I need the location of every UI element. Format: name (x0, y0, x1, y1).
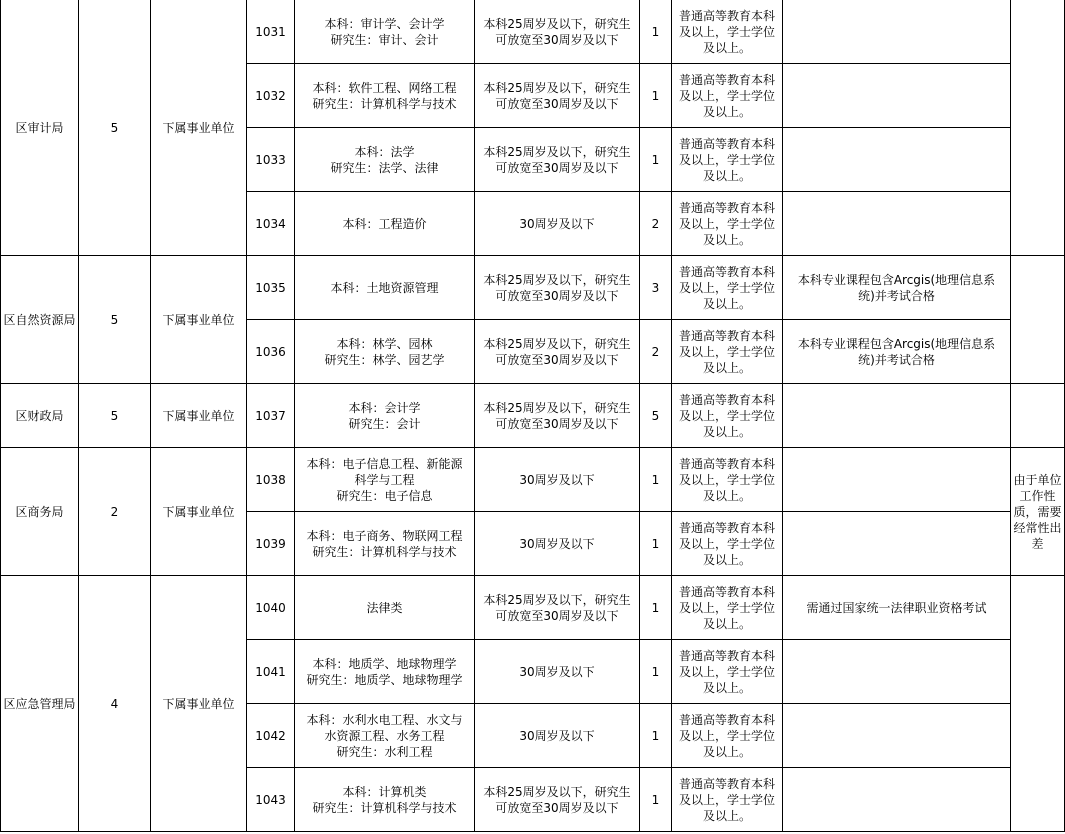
major-cell (295, 256, 475, 320)
hire-count-cell: 3 (640, 256, 672, 320)
age-cell-line: 30周岁及以下 (519, 664, 595, 679)
position-code-cell: 1043 (247, 768, 295, 832)
hire-count-cell: 1 (640, 128, 672, 192)
education-cell-line: 普通高等教育本科 (678, 392, 775, 407)
age-cell (475, 64, 640, 128)
table-body (1, 0, 1065, 832)
age-cell (475, 576, 640, 640)
education-cell-line: 及以上，学士学位 (678, 152, 775, 167)
education-cell-line: 普通高等教育本科 (678, 776, 775, 791)
major-cell-line: 本科：地质学、地球物理学 (312, 656, 457, 671)
other-requirements-cell-line: 需通过国家统一法律职业资格考试 (806, 600, 987, 615)
unit-cell: 下属事业单位 (151, 0, 247, 256)
education-cell-line: 及以上。 (702, 744, 751, 759)
department-cell: 区财政局 (1, 384, 79, 448)
education-cell-line: 及以上，学士学位 (678, 408, 775, 423)
other-requirements-cell (783, 768, 1011, 832)
remark-cell (1011, 256, 1065, 384)
education-cell (672, 576, 783, 640)
major-cell-line: 科学与工程 (354, 472, 415, 487)
education-cell-line: 普通高等教育本科 (678, 584, 775, 599)
major-cell-line: 本科：电子信息工程、新能源 (306, 456, 463, 471)
education-cell-line: 及以上，学士学位 (678, 344, 775, 359)
position-code-cell: 1038 (247, 448, 295, 512)
hire-count-cell: 1 (640, 640, 672, 704)
education-cell-line: 普通高等教育本科 (678, 72, 775, 87)
remark-cell: 由于单位工作性质，需要经常性出差 (1011, 448, 1065, 576)
age-cell-line: 可放宽至30周岁及以下 (495, 800, 619, 815)
age-cell-line: 可放宽至30周岁及以下 (495, 160, 619, 175)
major-cell (295, 768, 475, 832)
position-code-cell: 1031 (247, 0, 295, 64)
major-cell-line: 本科：计算机类 (342, 784, 427, 799)
other-requirements-cell (783, 128, 1011, 192)
age-cell-line: 本科25周岁及以下，研究生 (483, 592, 631, 607)
major-cell (295, 512, 475, 576)
education-cell-line: 及以上。 (702, 680, 751, 695)
age-cell-line: 30周岁及以下 (519, 216, 595, 231)
major-cell-line: 本科：电子商务、物联网工程 (306, 528, 463, 543)
hire-count-cell: 1 (640, 64, 672, 128)
department-cell: 区审计局 (1, 0, 79, 256)
education-cell (672, 192, 783, 256)
department-cell: 区自然资源局 (1, 256, 79, 384)
major-cell-line: 研究生：计算机科学与技术 (312, 96, 457, 111)
education-cell-line: 及以上，学士学位 (678, 600, 775, 615)
major-cell (295, 640, 475, 704)
major-cell-line: 研究生：计算机科学与技术 (312, 544, 457, 559)
major-cell-line: 本科：林学、园林 (336, 336, 433, 351)
age-cell (475, 448, 640, 512)
other-requirements-cell (783, 256, 1011, 320)
education-cell-line: 及以上。 (702, 104, 751, 119)
age-cell-line: 30周岁及以下 (519, 536, 595, 551)
department-cell: 区商务局 (1, 448, 79, 576)
table-row (1, 448, 1065, 512)
table-row (1, 256, 1065, 320)
education-cell (672, 64, 783, 128)
education-cell-line: 及以上，学士学位 (678, 536, 775, 551)
hire-count-cell: 1 (640, 576, 672, 640)
major-cell-line: 水资源工程、水务工程 (324, 728, 445, 743)
education-cell-line: 及以上。 (702, 168, 751, 183)
table-row (1, 576, 1065, 640)
age-cell-line: 可放宽至30周岁及以下 (495, 352, 619, 367)
major-cell-line: 本科：会计学 (348, 400, 421, 415)
position-code-cell: 1035 (247, 256, 295, 320)
major-cell (295, 128, 475, 192)
education-cell-line: 普通高等教育本科 (678, 520, 775, 535)
major-cell-line: 研究生：计算机科学与技术 (312, 800, 457, 815)
education-cell-line: 及以上，学士学位 (678, 664, 775, 679)
education-cell-line: 普通高等教育本科 (678, 200, 775, 215)
other-requirements-cell (783, 384, 1011, 448)
age-cell (475, 256, 640, 320)
education-cell-line: 及以上。 (702, 616, 751, 631)
education-cell (672, 320, 783, 384)
other-requirements-cell-line: 统)并考试合格 (858, 288, 935, 303)
major-cell-line: 本科：土地资源管理 (330, 280, 439, 295)
hire-count-cell: 1 (640, 768, 672, 832)
education-cell-line: 及以上。 (702, 232, 751, 247)
position-code-cell: 1041 (247, 640, 295, 704)
age-cell-line: 本科25周岁及以下，研究生 (483, 400, 631, 415)
hire-count-cell: 1 (640, 512, 672, 576)
education-cell-line: 及以上。 (702, 424, 751, 439)
total-count-cell: 4 (79, 576, 151, 832)
age-cell-line: 可放宽至30周岁及以下 (495, 288, 619, 303)
hire-count-cell: 5 (640, 384, 672, 448)
other-requirements-cell (783, 192, 1011, 256)
age-cell (475, 704, 640, 768)
major-cell-line: 研究生：会计 (348, 416, 421, 431)
education-cell-line: 普通高等教育本科 (678, 136, 775, 151)
age-cell-line: 可放宽至30周岁及以下 (495, 32, 619, 47)
major-cell-line: 本科：水利水电工程、水文与 (306, 712, 463, 727)
hire-count-cell: 1 (640, 0, 672, 64)
education-cell-line: 普通高等教育本科 (678, 456, 775, 471)
education-cell-line: 及以上，学士学位 (678, 24, 775, 39)
education-cell-line: 普通高等教育本科 (678, 648, 775, 663)
department-cell: 区应急管理局 (1, 576, 79, 832)
education-cell (672, 0, 783, 64)
major-cell-line: 研究生：水利工程 (336, 744, 433, 759)
hire-count-cell: 2 (640, 320, 672, 384)
education-cell-line: 及以上。 (702, 552, 751, 567)
education-cell (672, 704, 783, 768)
education-cell-line: 及以上。 (702, 296, 751, 311)
other-requirements-cell (783, 512, 1011, 576)
position-code-cell: 1032 (247, 64, 295, 128)
education-cell-line: 普通高等教育本科 (678, 264, 775, 279)
major-cell-line: 本科：审计学、会计学 (324, 16, 445, 31)
education-cell (672, 256, 783, 320)
education-cell (672, 128, 783, 192)
age-cell-line: 可放宽至30周岁及以下 (495, 96, 619, 111)
unit-cell: 下属事业单位 (151, 576, 247, 832)
major-cell (295, 64, 475, 128)
major-cell (295, 0, 475, 64)
other-requirements-cell (783, 704, 1011, 768)
major-cell-line: 研究生：电子信息 (336, 488, 433, 503)
education-cell-line: 及以上，学士学位 (678, 280, 775, 295)
education-cell-line: 及以上，学士学位 (678, 216, 775, 231)
total-count-cell: 5 (79, 0, 151, 256)
age-cell-line: 本科25周岁及以下，研究生 (483, 80, 631, 95)
age-cell (475, 768, 640, 832)
other-requirements-cell (783, 576, 1011, 640)
education-cell-line: 及以上，学士学位 (678, 792, 775, 807)
age-cell-line: 本科25周岁及以下，研究生 (483, 144, 631, 159)
unit-cell: 下属事业单位 (151, 256, 247, 384)
major-cell-line: 法律类 (366, 600, 403, 615)
other-requirements-cell (783, 320, 1011, 384)
position-code-cell: 1036 (247, 320, 295, 384)
age-cell (475, 640, 640, 704)
hire-count-cell: 1 (640, 704, 672, 768)
age-cell-line: 本科25周岁及以下，研究生 (483, 336, 631, 351)
age-cell (475, 512, 640, 576)
education-cell (672, 768, 783, 832)
education-cell-line: 普通高等教育本科 (678, 328, 775, 343)
major-cell (295, 704, 475, 768)
age-cell-line: 本科25周岁及以下，研究生 (483, 16, 631, 31)
age-cell (475, 128, 640, 192)
table-row (1, 384, 1065, 448)
remark-cell (1011, 384, 1065, 448)
major-cell-line: 本科：软件工程、网络工程 (312, 80, 457, 95)
age-cell-line: 本科25周岁及以下，研究生 (483, 784, 631, 799)
education-cell-line: 及以上。 (702, 360, 751, 375)
age-cell (475, 0, 640, 64)
table-row (1, 0, 1065, 64)
major-cell (295, 192, 475, 256)
other-requirements-cell (783, 64, 1011, 128)
total-count-cell: 5 (79, 384, 151, 448)
unit-cell: 下属事业单位 (151, 448, 247, 576)
position-code-cell: 1034 (247, 192, 295, 256)
position-code-cell: 1037 (247, 384, 295, 448)
total-count-cell: 5 (79, 256, 151, 384)
major-cell (295, 576, 475, 640)
other-requirements-cell (783, 640, 1011, 704)
education-cell-line: 及以上，学士学位 (678, 472, 775, 487)
other-requirements-cell (783, 0, 1011, 64)
education-cell (672, 448, 783, 512)
major-cell-line: 研究生：法学、法律 (330, 160, 439, 175)
education-cell-line: 普通高等教育本科 (678, 712, 775, 727)
education-cell-line: 及以上。 (702, 488, 751, 503)
education-cell-line: 及以上，学士学位 (678, 88, 775, 103)
major-cell-line: 本科：工程造价 (342, 216, 427, 231)
education-cell-line: 及以上，学士学位 (678, 728, 775, 743)
education-cell (672, 512, 783, 576)
remark-cell (1011, 0, 1065, 256)
major-cell (295, 320, 475, 384)
major-cell (295, 448, 475, 512)
age-cell (475, 384, 640, 448)
position-code-cell: 1042 (247, 704, 295, 768)
education-cell (672, 640, 783, 704)
education-cell-line: 及以上。 (702, 40, 751, 55)
education-cell-line: 及以上。 (702, 808, 751, 823)
remark-cell (1011, 576, 1065, 832)
major-cell-line: 本科：法学 (354, 144, 415, 159)
hire-count-cell: 1 (640, 448, 672, 512)
age-cell-line: 本科25周岁及以下，研究生 (483, 272, 631, 287)
age-cell-line: 可放宽至30周岁及以下 (495, 416, 619, 431)
other-requirements-cell-line: 本科专业课程包含Arcgis(地理信息系 (797, 272, 996, 287)
position-code-cell: 1040 (247, 576, 295, 640)
age-cell-line: 可放宽至30周岁及以下 (495, 608, 619, 623)
major-cell-line: 研究生：审计、会计 (330, 32, 439, 47)
position-code-cell: 1033 (247, 128, 295, 192)
other-requirements-cell (783, 448, 1011, 512)
other-requirements-cell-line: 统)并考试合格 (858, 352, 935, 367)
age-cell (475, 320, 640, 384)
position-code-cell: 1039 (247, 512, 295, 576)
age-cell-line: 30周岁及以下 (519, 472, 595, 487)
education-cell-line: 普通高等教育本科 (678, 8, 775, 23)
education-cell (672, 384, 783, 448)
major-cell-line: 研究生：林学、园艺学 (324, 352, 445, 367)
hire-count-cell: 2 (640, 192, 672, 256)
major-cell-line: 研究生：地质学、地球物理学 (306, 672, 463, 687)
major-cell (295, 384, 475, 448)
total-count-cell: 2 (79, 448, 151, 576)
other-requirements-cell-line: 本科专业课程包含Arcgis(地理信息系 (797, 336, 996, 351)
age-cell-line: 30周岁及以下 (519, 728, 595, 743)
age-cell (475, 192, 640, 256)
unit-cell: 下属事业单位 (151, 384, 247, 448)
